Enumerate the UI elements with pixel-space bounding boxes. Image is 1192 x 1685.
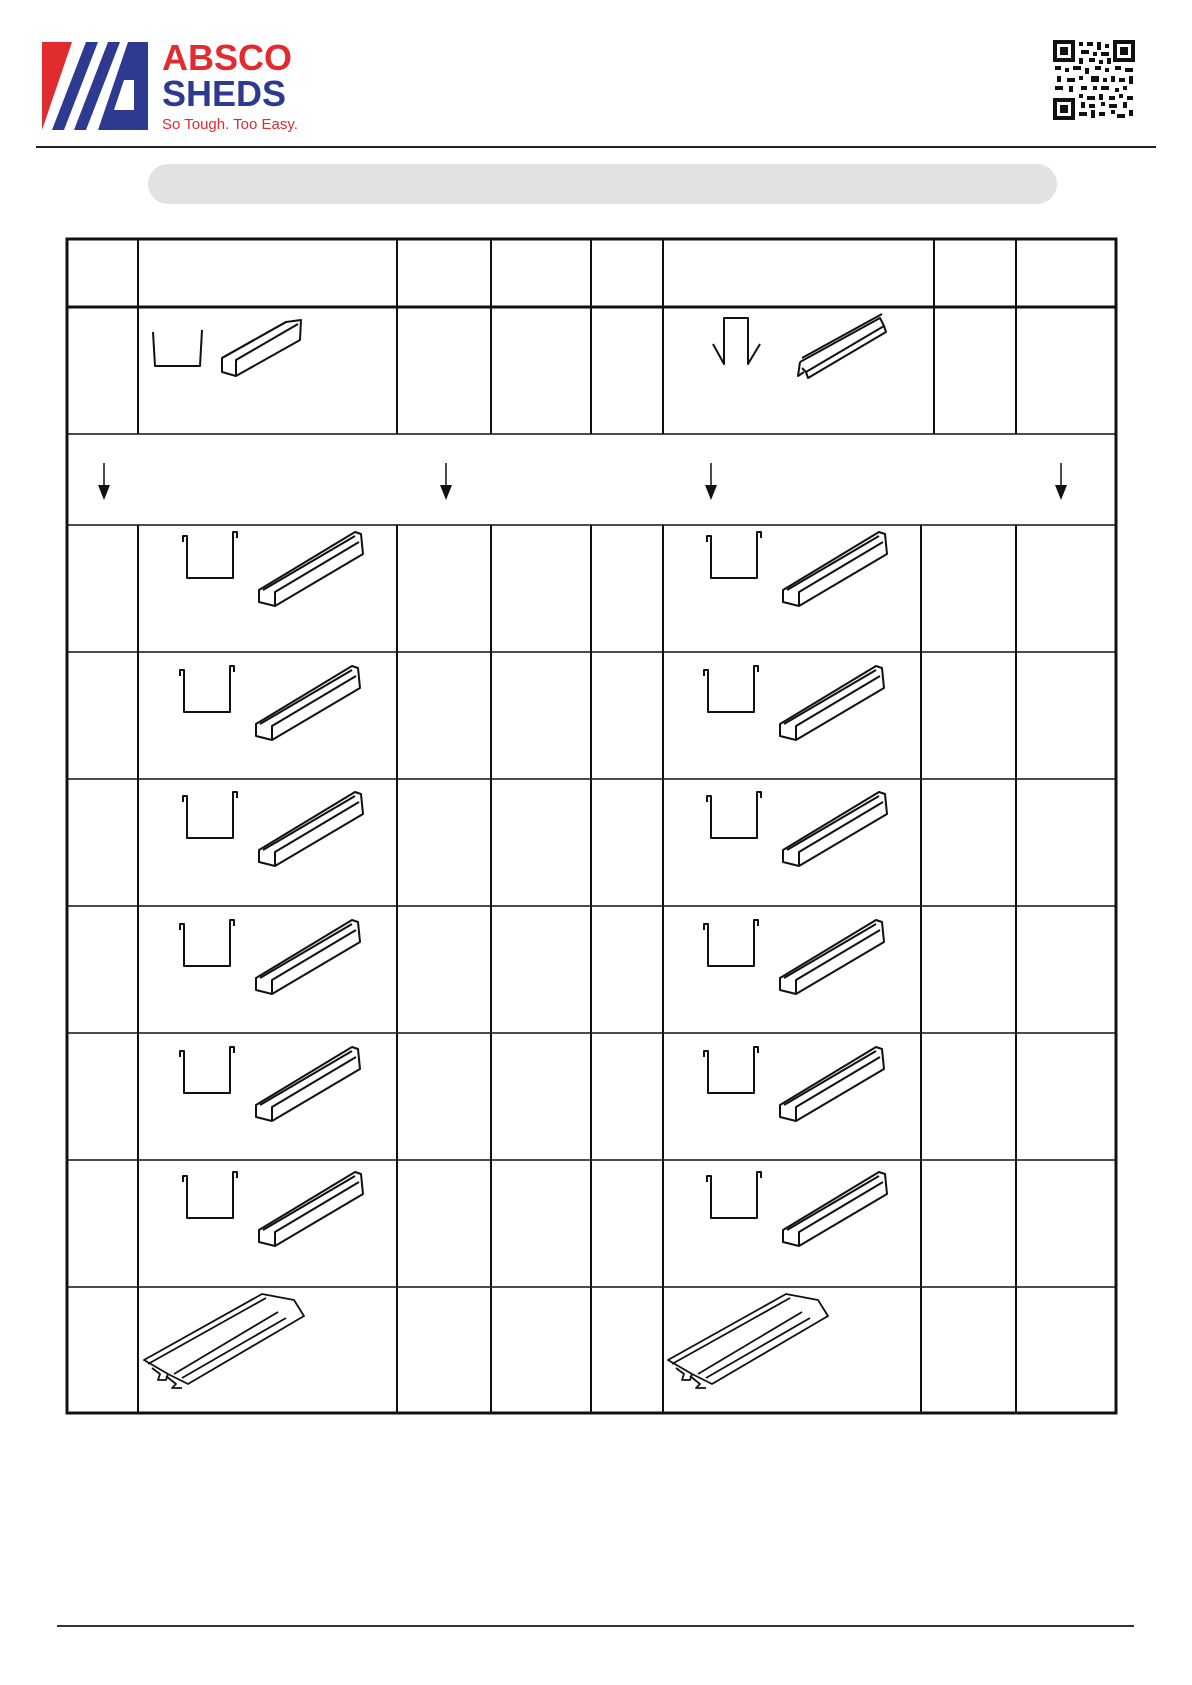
ridge-cap-icon [668, 1294, 828, 1388]
lipped-channel-profile-icon [704, 666, 884, 740]
lipped-channel-profile-icon [183, 1172, 363, 1246]
footer-divider [57, 1625, 1134, 1627]
down-arrow-icon [1055, 463, 1067, 500]
lipped-channel-profile-icon [704, 1047, 884, 1121]
lipped-channel-profile-icon [180, 666, 360, 740]
lipped-channel-profile-icon [180, 920, 360, 994]
lipped-channel-profile-icon [704, 920, 884, 994]
brand-line2: SHEDS [162, 73, 287, 114]
lipped-channel-profile-icon [180, 1047, 360, 1121]
u-channel-profile-icon [153, 320, 301, 376]
brand-tagline: So Tough. Too Easy. [162, 116, 298, 133]
lipped-channel-profile-icon [707, 792, 887, 866]
down-arrow-icon [705, 463, 717, 500]
lipped-channel-profile-icon [707, 1172, 887, 1246]
down-arrow-icon [440, 463, 452, 500]
lipped-channel-profile-icon [183, 792, 363, 866]
lipped-channel-profile-icon [707, 532, 887, 606]
top-hat-channel-profile-icon [713, 314, 886, 378]
brand-line1: ABSCO [162, 38, 293, 78]
ridge-cap-icon [144, 1294, 304, 1388]
lipped-channel-profile-icon [183, 532, 363, 606]
down-arrow-icon [98, 463, 110, 500]
